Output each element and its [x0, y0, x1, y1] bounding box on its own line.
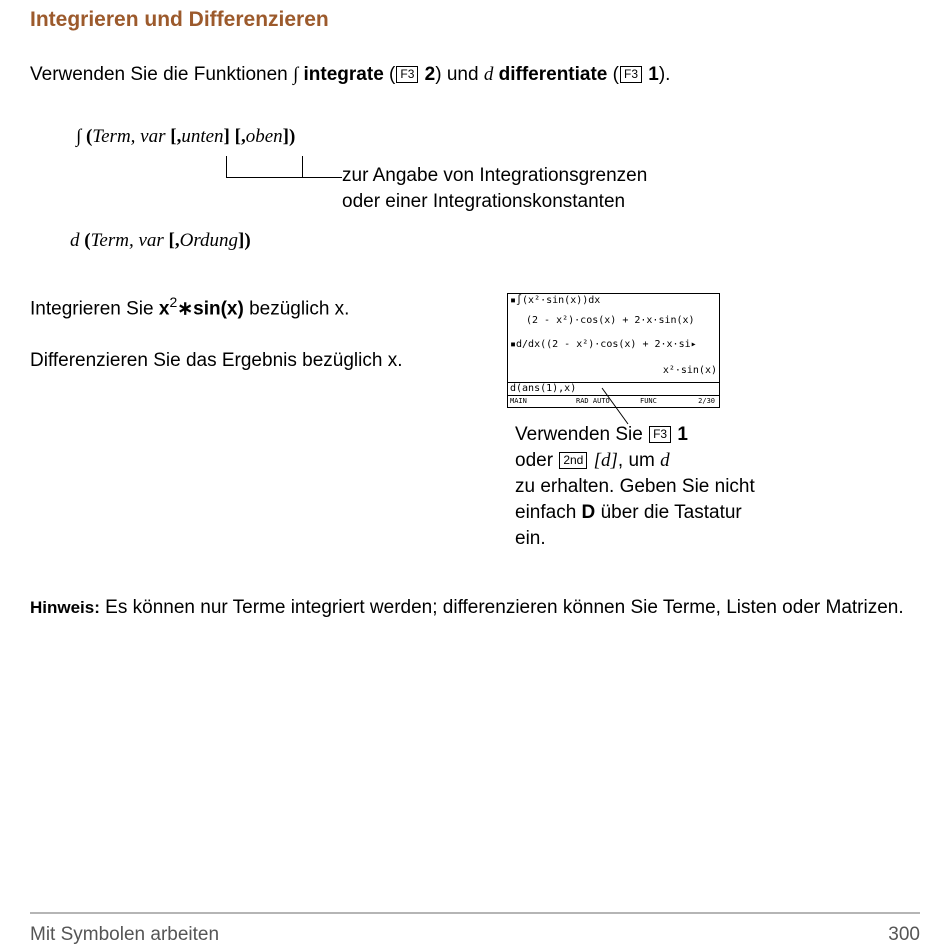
syntax-open: (: [79, 230, 91, 251]
step1-expr-base: x: [158, 298, 170, 320]
intro-end: ).: [658, 64, 671, 85]
differentiate-syntax: [70, 230, 251, 252]
integrate-label: integrate: [303, 64, 384, 85]
step1-expr-sup: 2: [169, 294, 178, 310]
syntax-open: (: [81, 126, 93, 147]
syntax-upper-bound: oben: [245, 126, 283, 147]
f3-key: F3: [649, 426, 671, 443]
differentiate-number: 1: [648, 64, 659, 85]
intro-and: ) und: [435, 64, 484, 85]
status-func: FUNC: [640, 397, 657, 405]
page-number: 300: [888, 924, 920, 945]
step-differentiate: Differenzieren Sie das Ergebnis bezüglich x.: [30, 350, 403, 371]
callout-bracket-d: [d]: [593, 450, 618, 471]
status-mode: MAIN: [510, 397, 527, 405]
bounds-note-line2: oder einer Integrationskonstanten: [342, 191, 626, 212]
bracket-left-vertical: [226, 156, 227, 178]
step1-post: bezüglich x.: [243, 298, 350, 320]
syntax-args: Term, var: [90, 230, 164, 251]
d-key: D: [581, 502, 596, 523]
syntax-opt1-close: ]: [223, 126, 230, 147]
syntax-opt-open: [,: [163, 230, 180, 251]
intro-paragraph: [30, 64, 670, 86]
integrate-syntax: [76, 126, 295, 148]
integral-symbol: ∫: [293, 64, 299, 85]
syntax-opt2-open: [,: [229, 126, 246, 147]
screen-line-2: (2 - x²)·cos(x) + 2·x·sin(x): [526, 315, 695, 326]
step1-expr-rest: ∗sin(x): [177, 298, 244, 320]
callout-num: 1: [677, 424, 688, 445]
integral-symbol: ∫: [76, 126, 82, 147]
page-title: Integrieren und Differenzieren: [30, 8, 329, 31]
bounds-note: [342, 163, 762, 215]
integrate-number: 2: [424, 64, 436, 85]
2nd-key: 2nd: [559, 452, 587, 469]
differentiate-label: differentiate: [498, 64, 608, 85]
hint-note: [30, 594, 910, 622]
callout-t3: , um: [617, 450, 661, 471]
hint-label: Hinweis:: [30, 598, 100, 617]
step-integrate: [30, 294, 349, 320]
hint-text: Es können nur Terme integriert werden; differenzieren können Sie Terme, Listen oder Matrizen.: [99, 597, 904, 618]
callout-t2: oder: [515, 450, 559, 471]
screen-line-3: ▪d/dx((2 - x²)·cos(x) + 2·x·si▸: [510, 339, 697, 350]
intro-paren-2: (: [607, 64, 619, 85]
bracket-horizontal: [226, 177, 342, 178]
screen-line-4: x²·sin(x): [662, 365, 717, 376]
callout-t1: Verwenden Sie: [515, 424, 649, 445]
d-symbol: d: [483, 64, 494, 85]
step1-pre: Integrieren Sie: [30, 298, 159, 320]
callout-t4: zu erhalten. Geben Sie nicht einfach: [515, 476, 755, 523]
syntax-args: Term, var: [92, 126, 166, 147]
syntax-opt2-close: ]): [282, 126, 296, 147]
intro-paren: (: [383, 64, 396, 85]
d-symbol: d: [70, 230, 80, 251]
callout-note: [515, 422, 775, 552]
d-symbol: d: [660, 450, 670, 471]
intro-text: Verwenden Sie die Funktionen: [30, 64, 294, 85]
syntax-opt-close: ]): [238, 230, 251, 251]
f3-key-2: F3: [620, 66, 642, 83]
status-count: 2/30: [698, 397, 715, 405]
syntax-order: Ordung: [179, 230, 239, 251]
screen-line-1: ▪∫(x²·sin(x))dx: [510, 295, 601, 306]
footer-divider: [30, 912, 920, 914]
status-angle: RAD AUTO: [576, 397, 610, 405]
f3-key: F3: [396, 66, 418, 83]
footer-section: Mit Symbolen arbeiten: [30, 924, 220, 945]
callout-t5: über die Tastatur ein.: [515, 502, 742, 549]
screen-entry-line: d(ans(1),x): [510, 383, 577, 394]
syntax-lower-bound: unten: [181, 126, 224, 147]
bracket-right-vertical: [302, 156, 303, 178]
syntax-opt1-open: [,: [165, 126, 182, 147]
bounds-note-line1: zur Angabe von Integrationsgrenzen: [342, 165, 648, 186]
